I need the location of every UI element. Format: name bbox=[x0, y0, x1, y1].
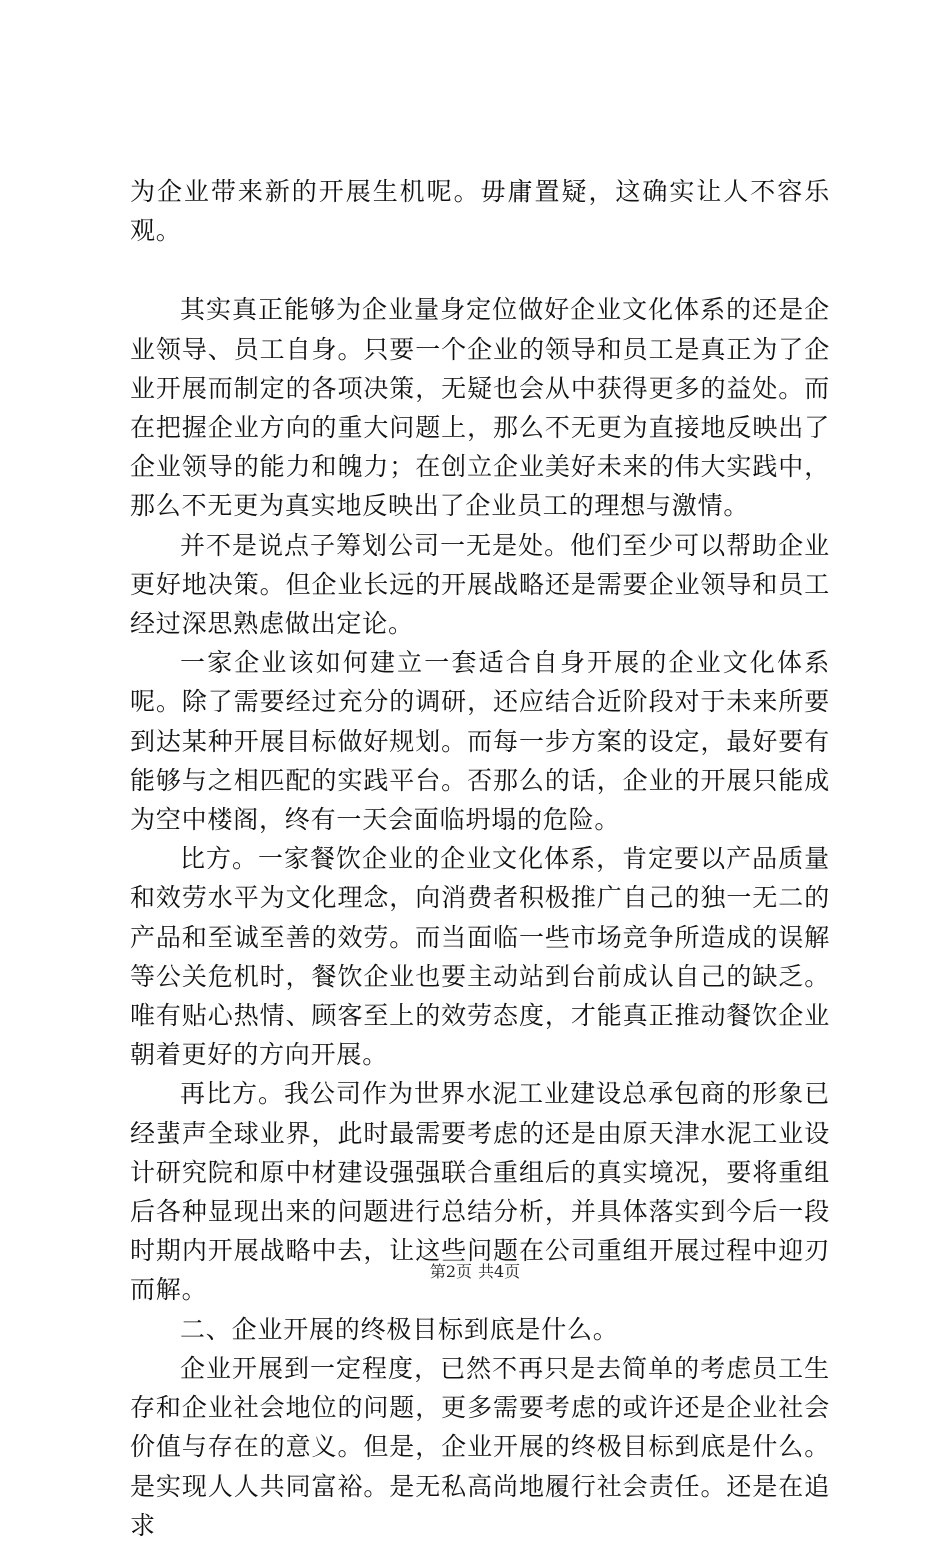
page-footer bbox=[0, 1262, 950, 1282]
paragraph: 企业开展到一定程度，已然不再只是去简单的考虑员工生存和企业社会地位的问题，更多需要考虑的或许还是企业社会价值与存在的意义。但是，企业开展的终极目标到底是什么。是实现人人共同富裕。是无私高尚地履行社会责任。还是在追求 bbox=[130, 1353, 830, 1540]
page-total: 共4页 bbox=[478, 1262, 521, 1281]
document-body bbox=[130, 172, 830, 1545]
paragraph: 其实真正能够为企业量身定位做好企业文化体系的还是企业领导、员工自身。只要一个企业的领导和员工是真正为了企业开展而制定的各项决策，无疑也会从中获得更多的益处。而在把握企业方向的重大问题上，那么不无更为直接地反映出了企业领导的能力和魄力；在创立企业美好未来的伟大实践中，那么不无更为真实地反映出了企业员工的理想与激情。 bbox=[130, 295, 830, 521]
paragraph: 一家企业该如何建立一套适合自身开展的企业文化体系呢。除了需要经过充分的调研，还应结合近阶段对于未来所要到达某种开展目标做好规划。而每一步方案的设定，最好要有能够与之相匹配的实践平台。否那么的话，企业的开展只能成为空中楼阁，终有一天会面临坍塌的危险。 bbox=[130, 648, 830, 835]
section-heading: 二、企业开展的终极目标到底是什么。 bbox=[180, 1314, 619, 1344]
paragraph: 并不是说点子筹划公司一无是处。他们至少可以帮助企业更好地决策。但企业长远的开展战略还是需要企业领导和员工经过深思熟虑做出定论。 bbox=[130, 530, 830, 639]
paragraph-continuation: 为企业带来新的开展生机呢。毋庸置疑，这确实让人不容乐观。 bbox=[130, 177, 830, 246]
page-number: 第2页 bbox=[429, 1262, 472, 1281]
paragraph-gap bbox=[130, 250, 830, 290]
paragraph: 比方。一家餐饮企业的企业文化体系，肯定要以产品质量和效劳水平为文化理念，向消费者积极推广自己的独一无二的产品和至诚至善的效劳。而当面临一些市场竞争所造成的误解等公关危机时，餐饮企业也要主动站到台前成认自己的缺乏。唯有贴心热情、顾客至上的效劳态度，才能真正推动餐饮企业朝着更好的方向开展。 bbox=[130, 844, 830, 1070]
paragraph: 再比方。我公司作为世界水泥工业建设总承包商的形象已经蜚声全球业界，此时最需要考虑的还是由原天津水泥工业设计研究院和原中材建设强强联合重组后的真实境况，要将重组后各种显现出来的问题进行总结分析，并具体落实到今后一段时期内开展战略中去，让这些问题在公司重组开展过程中迎刃而解。 bbox=[130, 1079, 830, 1305]
